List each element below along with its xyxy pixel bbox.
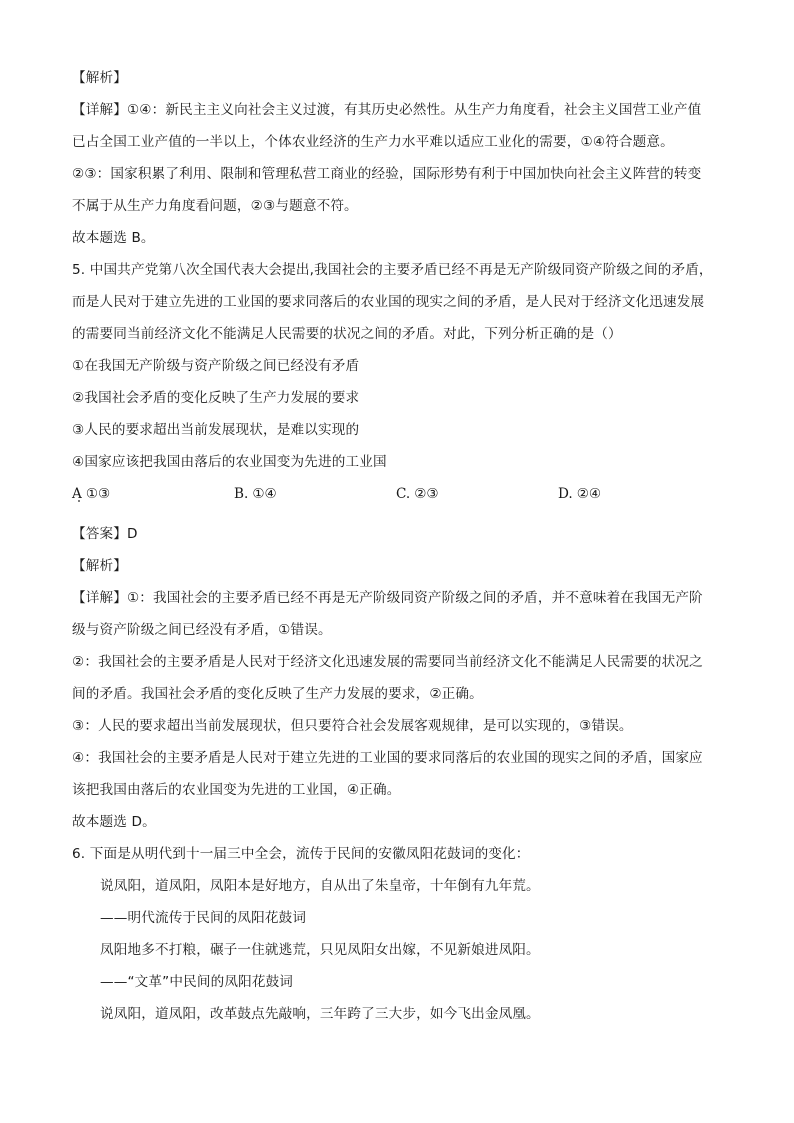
detail-line: ③：人民的要求超出当前发展现状，但只要符合社会发展客观规律，是可以实现的，③错误。 <box>72 718 633 734</box>
verse-line: 凤阳地多不打粮，碾子一住就逃荒，只见凤阳女出嫁，不见新娘进凤阳。 <box>100 942 540 958</box>
answer-label: 【答案】D <box>72 526 138 542</box>
verse-source: ——“文革”中民间的凤阳花鼓词 <box>100 974 294 990</box>
question-stem: 的需要同当前经济文化不能满足人民需要的状况之间的矛盾。对此，下列分析正确的是（） <box>72 326 622 342</box>
choice-text: ②③ <box>414 486 439 502</box>
detail-line: 级与资产阶级之间已经没有矛盾，①错误。 <box>72 622 332 638</box>
detail-line: 已占全国工业产值的一半以上，个体农业经济的生产力水平难以适应工业化的需要，①④符合题意。 <box>72 134 674 150</box>
choices-row <box>72 478 732 510</box>
conclusion: 故本题选 B。 <box>72 230 155 246</box>
choice-text: ①③ <box>85 486 111 502</box>
choice-letter: B. <box>234 486 249 502</box>
detail-line: 【详解】①④：新民主主义向社会主义过渡，有其历史必然性。从生产力角度看，社会主义国营工业产值 <box>72 102 702 118</box>
document-page <box>72 62 732 1030</box>
choice-a <box>72 478 110 510</box>
statement-item: ③人民的要求超出当前发展现状，是难以实现的 <box>72 422 360 438</box>
question-stem: 6. 下面是从明代到十一届三中全会，流传于民间的安徽凤阳花鼓词的变化： <box>72 846 530 862</box>
question-stem: 5. 中国共产党第八次全国代表大会提出,我国社会的主要矛盾已经不再是无产阶级同资产阶级之间的矛盾， <box>72 262 713 278</box>
choice-b <box>234 478 277 510</box>
choice-d <box>558 478 601 510</box>
conclusion: 故本题选 D。 <box>72 814 156 830</box>
verse-line: 说凤阳，道凤阳，凤阳本是好地方，自从出了朱皇帝，十年倒有九年荒。 <box>100 878 540 894</box>
choice-c <box>396 478 439 510</box>
statement-item: ②我国社会矛盾的变化反映了生产力发展的要求 <box>72 390 360 406</box>
analysis-heading: 【解析】 <box>72 558 127 574</box>
detail-line: ②：我国社会的主要矛盾是人民对于经济文化迅速发展的需要同当前经济文化不能满足人民需要的状况之 <box>72 654 703 670</box>
choice-text: ②④ <box>576 486 602 502</box>
detail-line: ④：我国社会的主要矛盾是人民对于建立先进的工业国的要求同落后的农业国的现实之间的矛盾，国家应 <box>72 750 703 766</box>
verse-source: ——明代流传于民间的凤阳花鼓词 <box>100 910 307 926</box>
statement-item: ④国家应该把我国由落后的农业国变为先进的工业国 <box>72 454 387 470</box>
detail-line: 间的矛盾。我国社会矛盾的变化反映了生产力发展的要求，②正确。 <box>72 686 483 702</box>
choice-letter: A <box>72 486 82 502</box>
detail-line: ②③：国家积累了利用、限制和管理私营工商业的经验，国际形势有利于中国加快向社会主义阵营的转变 <box>72 166 702 182</box>
analysis-heading: 【解析】 <box>72 70 127 86</box>
choice-letter: C. <box>396 486 411 502</box>
choice-text: ①④ <box>252 486 277 502</box>
statement-item: ①在我国无产阶级与资产阶级之间已经没有矛盾 <box>72 358 360 374</box>
detail-line: 不属于从生产力角度看问题，②③与题意不符。 <box>72 198 358 214</box>
verse-line: 说凤阳，道凤阳，改革鼓点先敲响，三年跨了三大步，如今飞出金凤凰。 <box>100 1006 540 1022</box>
question-stem: 而是人民对于建立先进的工业国的要求同落后的农业国的现实之间的矛盾，是人民对于经济文化迅速发展 <box>72 294 705 310</box>
detail-line: 【详解】①：我国社会的主要矛盾已经不再是无产阶级同资产阶级之间的矛盾，并不意味着在我国无产阶 <box>72 590 703 606</box>
choice-letter: D. <box>558 486 573 502</box>
detail-line: 该把我国由落后的农业国变为先进的工业国，④正确。 <box>72 782 401 798</box>
